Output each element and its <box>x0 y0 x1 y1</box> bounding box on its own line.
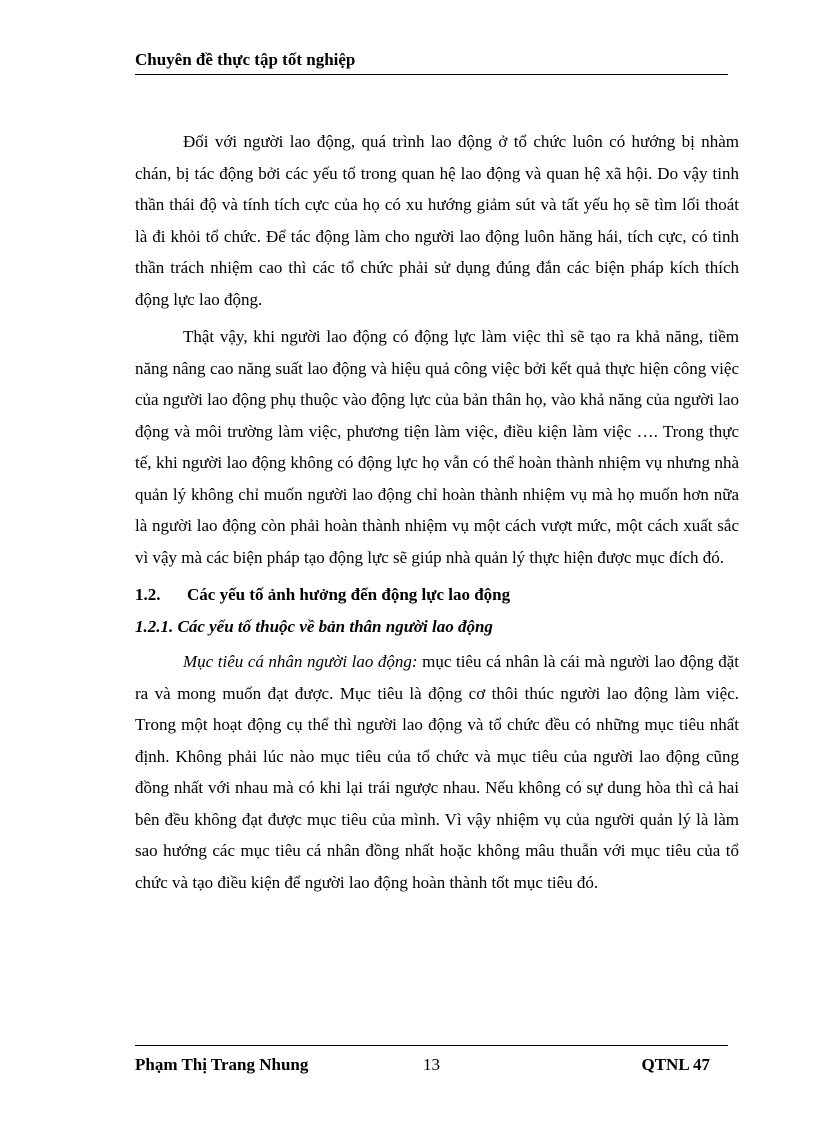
paragraph-3 <box>135 646 739 898</box>
footer-author: Phạm Thị Trang Nhung <box>135 1055 309 1074</box>
header-title: Chuyên đề thực tập tốt nghiệp <box>135 50 356 69</box>
footer-class-code: QTNL 47 <box>641 1055 710 1074</box>
page-footer <box>135 1054 728 1078</box>
section-number: 1.2. <box>135 585 161 604</box>
subsection-heading: 1.2.1. Các yếu tố thuộc về bản thân người lao động <box>135 616 493 636</box>
paragraph-3-term: Mục tiêu cá nhân người lao động: <box>183 652 418 671</box>
page-number: 13 <box>423 1055 440 1074</box>
paragraph-2: Thật vậy, khi người lao động có động lực làm việc thì sẽ tạo ra khả năng, tiềm năng nâng cao năng suất lao động và hiệu quả công việc bởi kết quả thực hiện công việc của người lao động phụ thuộc vào động lực của bản thân họ, vào khả năng của người lao động và môi trường làm việc, phương tiện làm việc, điều kiện làm việc …. Trong thực tế, khi người lao động không có động lực họ vẫn có thể hoàn thành nhiệm vụ nhưng nhà quản lý không chỉ muốn người lao động chỉ hoàn thành nhiệm vụ mà họ muốn hơn nữa là người lao động còn phải hoàn thành nhiệm vụ một cách vượt mức, một cách xuất sắc vì vậy mà các biện pháp tạo động lực sẽ giúp nhà quản lý thực hiện được mục đích đó. <box>135 327 739 567</box>
section-title: Các yếu tố ảnh hưởng đến động lực lao động <box>187 585 511 604</box>
paragraph-3-text: mục tiêu cá nhân là cái mà người lao động đặt ra và mong muốn đạt được. Mục tiêu là động cơ thôi thúc người lao động làm việc. Trong một hoạt động cụ thể thì người lao động và tổ chức đều có những mục tiêu nhất định. Không phải lúc nào mục tiêu của tổ chức và mục tiêu của người lao động cũng đồng nhất với nhau mà có khi lại trái ngược nhau. Nếu không có sự dung hòa thì cả hai bên đều không đạt được mục tiêu của mình. Vì vậy nhiệm vụ của người quản lý là làm sao hướng các mục tiêu cá nhân đồng nhất hoặc không mâu thuẫn với mục tiêu của tổ chức và tạo điều kiện để người lao động hoàn thành tốt mục tiêu đó. <box>135 652 739 892</box>
section-heading <box>135 579 739 611</box>
paragraph-1: Đối với người lao động, quá trình lao động ở tổ chức luôn có hướng bị nhàm chán, bị tác động bởi các yếu tố trong quan hệ lao động và quan hệ xã hội. Do vậy tinh thần thái độ và tính tích cực của họ có xu hướng giảm sút và tất yếu họ sẽ tìm lối thoát là đi khỏi tổ chức. Để tác động làm cho người lao động luôn hăng hái, tích cực, có tinh thần trách nhiệm cao thì các tổ chức phải sử dụng đúng đắn các biện pháp kích thích động lực lao động. <box>135 132 739 309</box>
footer-divider <box>135 1045 728 1046</box>
document-body <box>135 126 739 904</box>
page-header <box>135 50 728 75</box>
